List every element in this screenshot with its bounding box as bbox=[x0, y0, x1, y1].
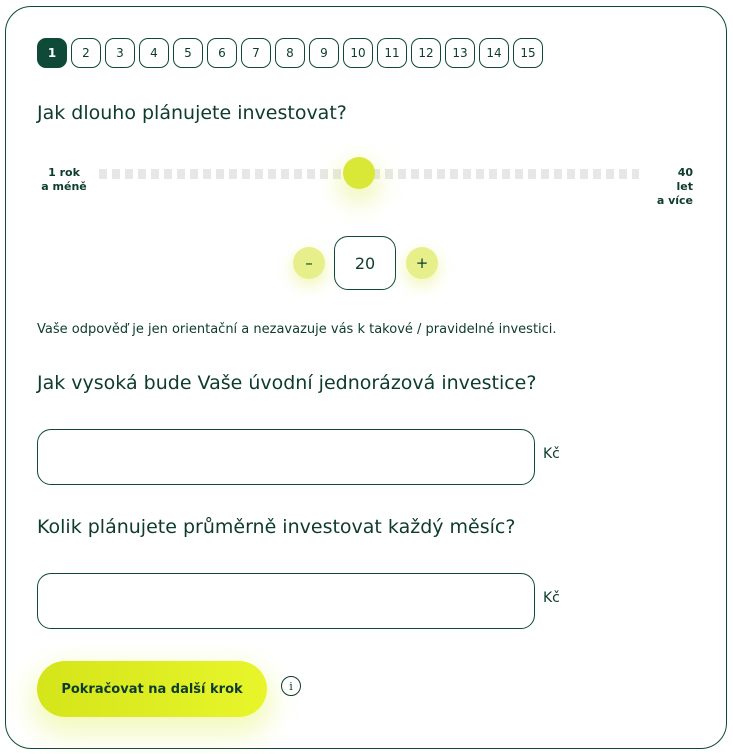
step-navigation bbox=[37, 38, 543, 68]
step-8[interactable]: 8 bbox=[275, 38, 305, 68]
decrement-button[interactable]: – bbox=[293, 247, 325, 279]
step-10[interactable]: 10 bbox=[343, 38, 373, 68]
step-7[interactable]: 7 bbox=[241, 38, 271, 68]
duration-value[interactable]: 20 bbox=[334, 236, 396, 290]
slider-min-line1: 1 rok bbox=[48, 166, 80, 179]
initial-investment-input[interactable] bbox=[37, 429, 535, 485]
increment-button[interactable]: + bbox=[406, 247, 438, 279]
question-duration-title: Jak dlouho plánujete investovat? bbox=[37, 102, 347, 124]
slider-min-line2: a méně bbox=[41, 180, 87, 193]
slider-min-label bbox=[41, 166, 87, 194]
slider-max-line2: let bbox=[676, 180, 693, 193]
step-2[interactable]: 2 bbox=[71, 38, 101, 68]
initial-investment-unit: Kč bbox=[543, 446, 560, 462]
question-monthly-investment-title: Kolik plánujete průměrně investovat každý měsíc? bbox=[37, 516, 516, 538]
step-1[interactable]: 1 bbox=[37, 38, 67, 68]
duration-slider-thumb[interactable] bbox=[343, 157, 375, 189]
step-11[interactable]: 11 bbox=[377, 38, 407, 68]
question-initial-investment-title: Jak vysoká bude Vaše úvodní jednorázová investice? bbox=[37, 372, 537, 394]
monthly-investment-unit: Kč bbox=[543, 590, 560, 606]
step-15[interactable]: 15 bbox=[513, 38, 543, 68]
step-13[interactable]: 13 bbox=[445, 38, 475, 68]
step-12[interactable]: 12 bbox=[411, 38, 441, 68]
step-3[interactable]: 3 bbox=[105, 38, 135, 68]
slider-max-line3: a více bbox=[656, 194, 693, 207]
step-14[interactable]: 14 bbox=[479, 38, 509, 68]
step-6[interactable]: 6 bbox=[207, 38, 237, 68]
monthly-investment-input[interactable] bbox=[37, 573, 535, 629]
slider-max-label bbox=[657, 166, 693, 208]
disclaimer-note: Vaše odpověď je jen orientační a nezavazuje vás k takové / pravidelné investici. bbox=[37, 322, 557, 337]
step-5[interactable]: 5 bbox=[173, 38, 203, 68]
step-9[interactable]: 9 bbox=[309, 38, 339, 68]
continue-button[interactable]: Pokračovat na další krok bbox=[37, 661, 267, 717]
info-icon[interactable]: i bbox=[281, 676, 301, 696]
step-4[interactable]: 4 bbox=[139, 38, 169, 68]
slider-max-line1: 40 bbox=[677, 166, 693, 179]
